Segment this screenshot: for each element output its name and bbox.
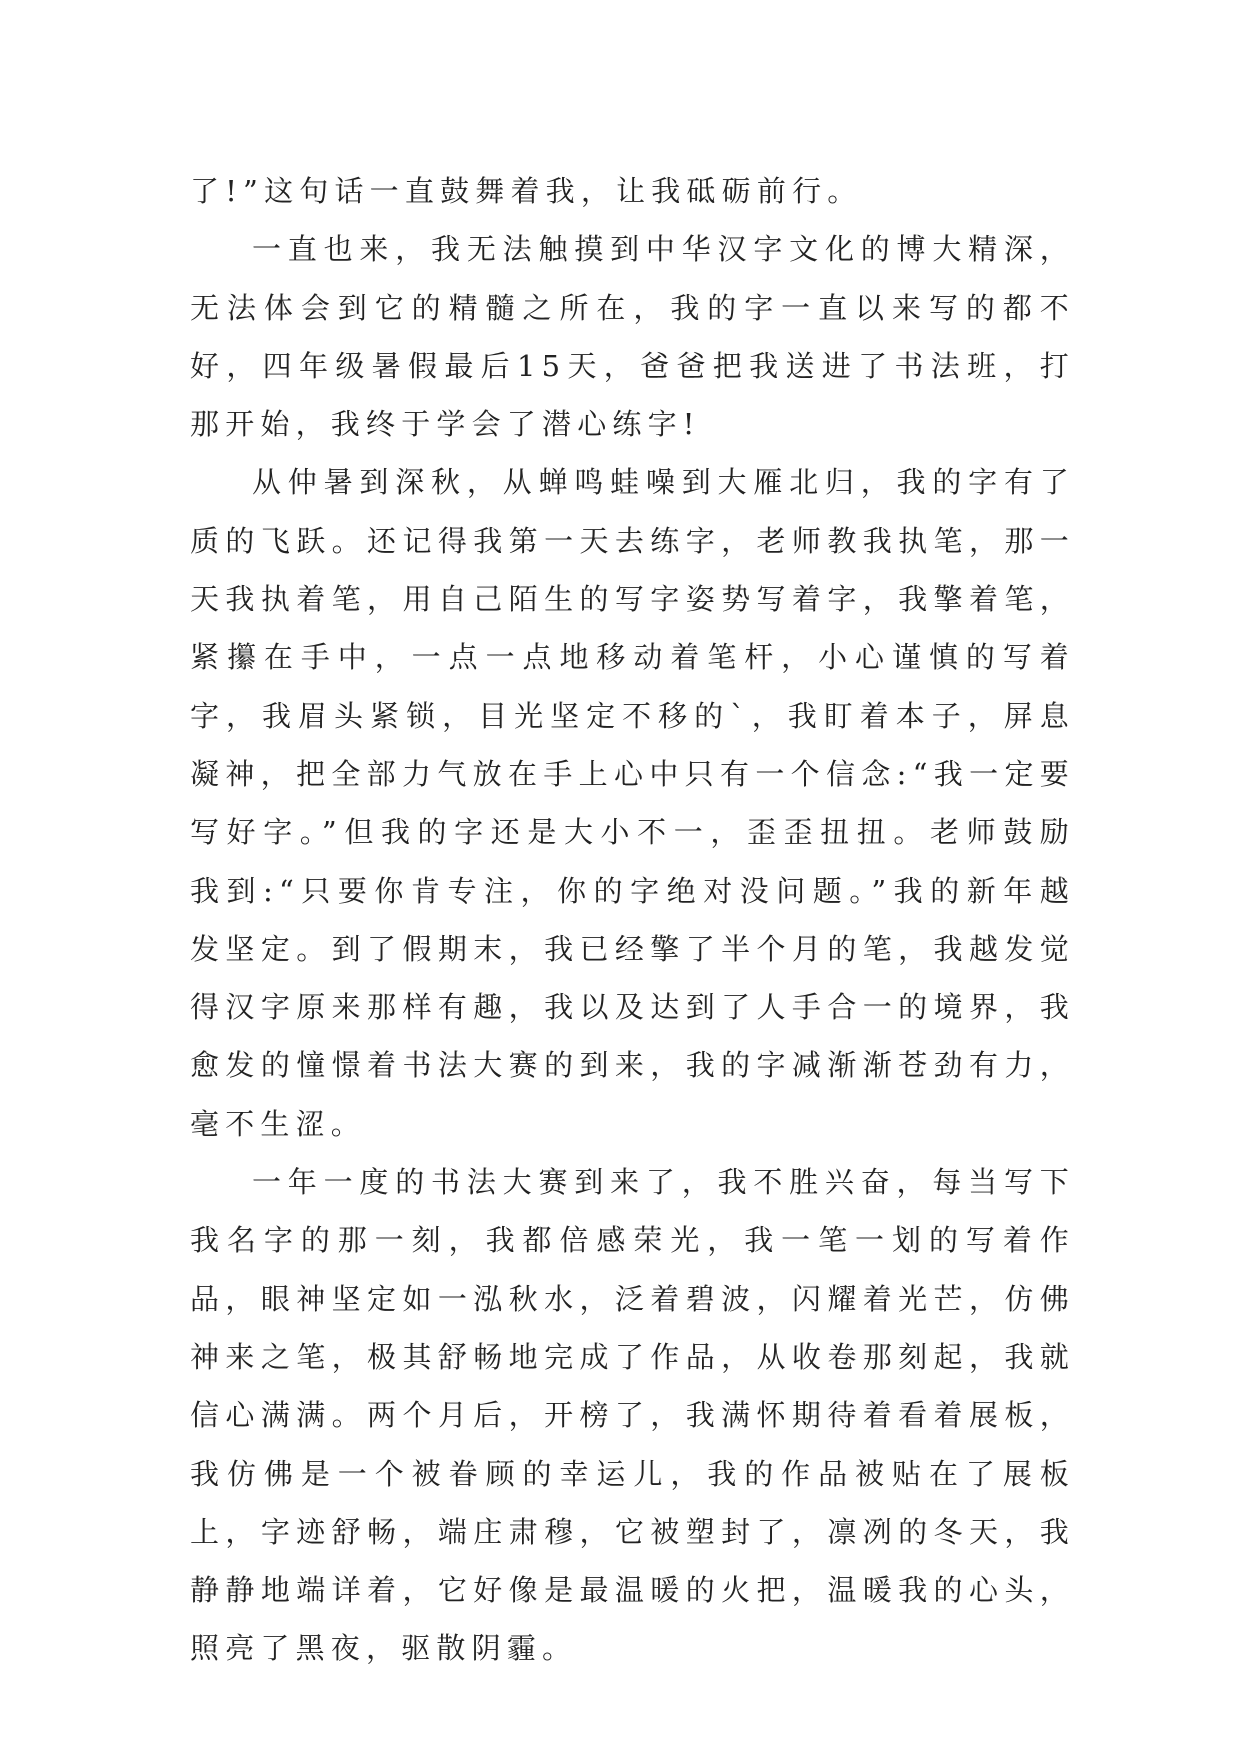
- paragraph-competition: 一年一度的书法大赛到来了，我不胜兴奋，每当写下我名字的那一刻，我都倍感荣光，我一笔一划的写着作品，眼神坚定如一泓秋水，泛着碧波，闪耀着光芒，仿佛神来之笔，极其舒畅地完成了作品，从收卷那刻起，我就信心满满。两个月后，开榜了，我满怀期待着看着展板，我仿佛是一个被眷顾的幸运儿，我的作品被贴在了展板上，字迹舒畅，端庄肃穆，它被塑封了，凛冽的冬天，我静静地端详着，它好像是最温暖的火把，温暖我的心头，照亮了黑夜，驱散阴霾。: [190, 1165, 1075, 1666]
- paragraph-learning-calligraphy: 一直也来，我无法触摸到中华汉字文化的博大精深，无法体会到它的精髓之所在，我的字一直以来写的都不好，四年级暑假最后15天，爸爸把我送进了书法班，打那开始，我终于学会了潜心练字!: [190, 232, 1075, 442]
- document-body: [190, 162, 1075, 1678]
- paragraph-practice-progress: 从仲暑到深秋，从蝉鸣蛙噪到大雁北归，我的字有了质的飞跃。还记得我第一天去练字，老师教我执笔，那一天我执着笔，用自己陌生的写字姿势写着字，我擎着笔，紧攥在手中，一点一点地移动着笔杆，小心谨慎的写着字，我眉头紧锁，目光坚定不移的`，我盯着本子，屏息凝神，把全部力气放在手上心中只有一个信念:“我一定要写好字。”但我的字还是大小不一，歪歪扭扭。老师鼓励我到:“只要你肯专注，你的字绝对没问题。”我的新年越发坚定。到了假期末，我已经擎了半个月的笔，我越发觉得汉字原来那样有趣，我以及达到了人手合一的境界，我愈发的憧憬着书法大赛的到来，我的字减渐渐苍劲有力，毫不生涩。: [190, 465, 1075, 1141]
- paragraph-continuation: 了!”这句话一直鼓舞着我，让我砥砺前行。: [190, 174, 863, 208]
